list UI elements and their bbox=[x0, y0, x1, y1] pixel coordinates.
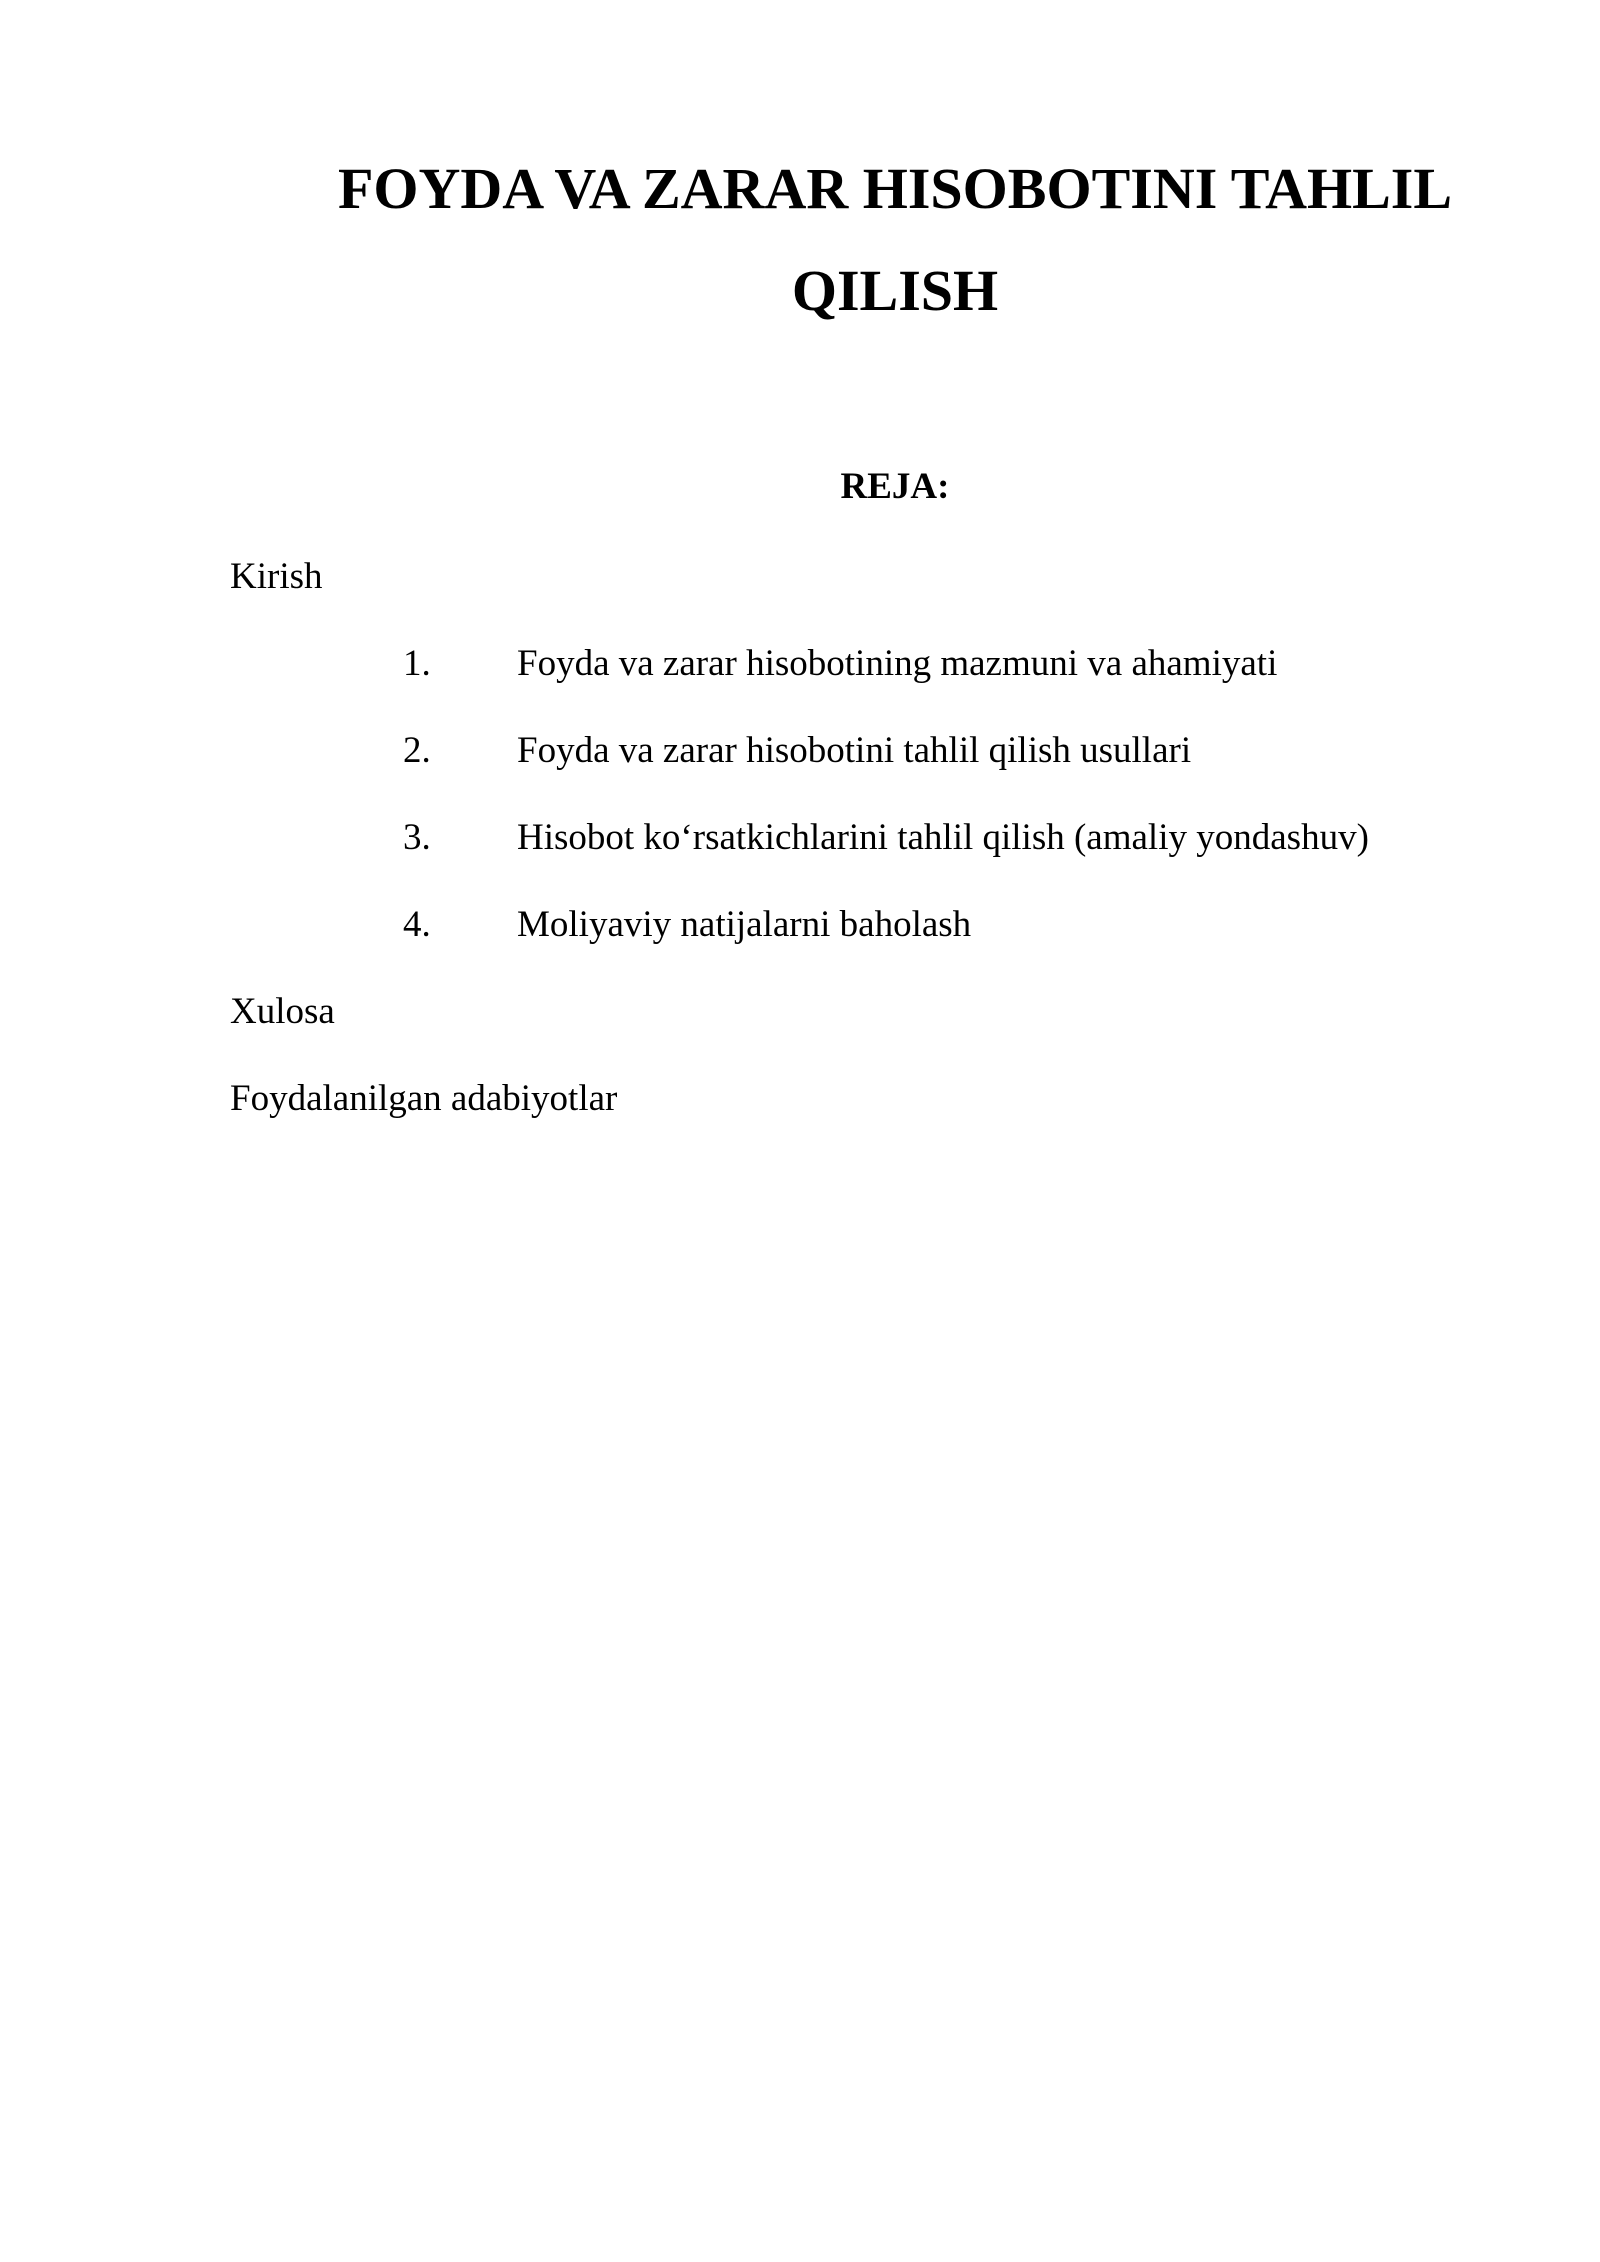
document-title-line-1: FOYDA VA ZARAR HISOBOTINI TAHLIL bbox=[337, 156, 1453, 221]
plan-item-text: Foyda va zarar hisobotini tahlil qilish usullari bbox=[517, 730, 1192, 771]
plan-item-number: 1. bbox=[403, 643, 431, 684]
plan-heading: REJA: bbox=[840, 466, 950, 507]
plan-conclusion: Xulosa bbox=[230, 991, 335, 1032]
plan-references: Foydalanilgan adabiyotlar bbox=[230, 1078, 618, 1119]
plan-intro: Kirish bbox=[230, 556, 323, 597]
plan-item-number: 4. bbox=[403, 904, 431, 945]
plan-item-text: Foyda va zarar hisobotining mazmuni va ahamiyati bbox=[517, 643, 1278, 684]
plan-item-number: 3. bbox=[403, 817, 431, 858]
plan-item-number: 2. bbox=[403, 730, 431, 771]
plan-item-text: Hisobot ko‘rsatkichlarini tahlil qilish (amaliy yondashuv) bbox=[517, 817, 1369, 858]
plan-item-text: Moliyaviy natijalarni baholash bbox=[517, 904, 972, 945]
document-title-line-2: QILISH bbox=[791, 258, 999, 323]
